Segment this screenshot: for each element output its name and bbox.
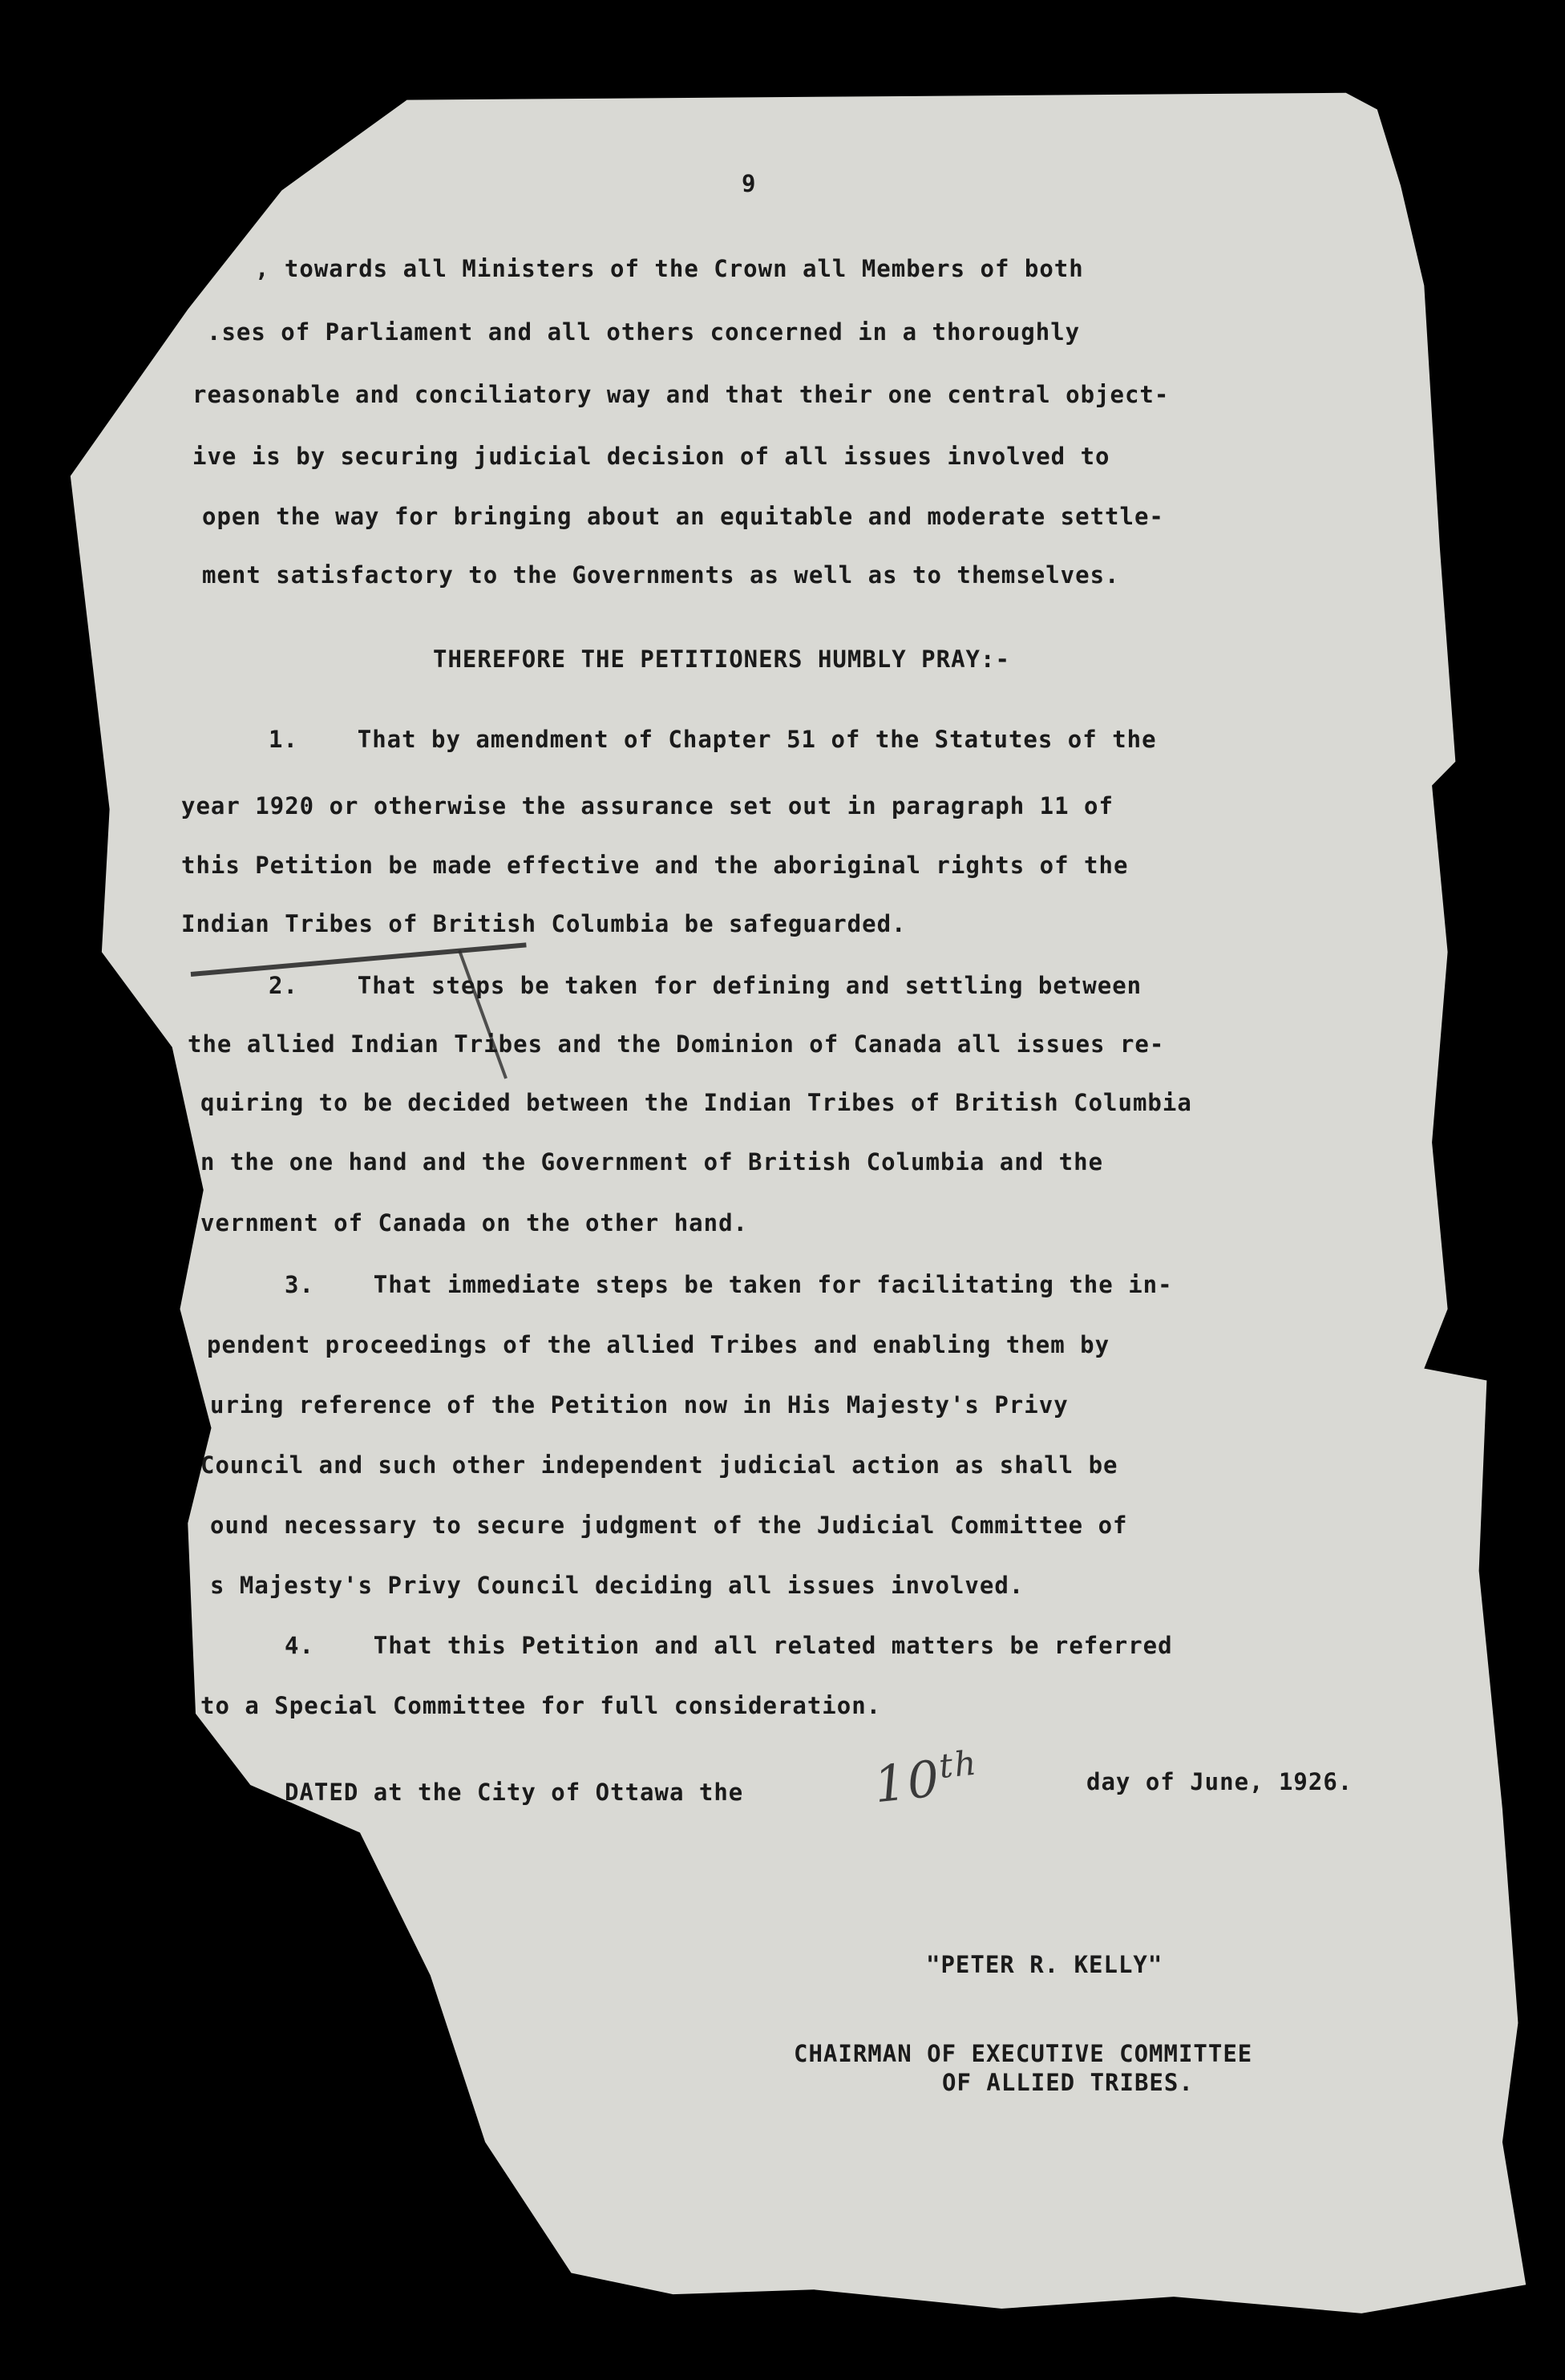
handwritten-day-number: 10 — [871, 1749, 944, 1815]
prayer-line: the allied Indian Tribes and the Dominion of Canada all issues re- — [188, 1030, 1165, 1058]
prayer-line: 4. That this Petition and all related matters be referred — [285, 1632, 1173, 1659]
handwritten-day-suffix: th — [936, 1742, 980, 1787]
section-heading: THEREFORE THE PETITIONERS HUMBLY PRAY:- — [433, 646, 1010, 673]
prayer-line: quiring to be decided between the Indian Tribes of British Columbia — [200, 1089, 1192, 1116]
prayer-line: 2. That steps be taken for defining and settling between — [269, 972, 1142, 999]
body-line: , towards all Ministers of the Crown all Members of both — [255, 255, 1084, 282]
prayer-line: to a Special Committee for full consideration. — [200, 1692, 882, 1719]
prayer-line: 3. That immediate steps be taken for facilitating the in- — [285, 1271, 1173, 1298]
prayer-line: vernment of Canada on the other hand. — [200, 1209, 749, 1237]
page-number: 9 — [742, 170, 757, 197]
prayer-line: pendent proceedings of the allied Tribes and enabling them by — [207, 1331, 1110, 1358]
prayer-line: 1. That by amendment of Chapter 51 of the Statutes of the — [269, 726, 1157, 753]
signature-title: CHAIRMAN OF EXECUTIVE COMMITTEE — [794, 2040, 1253, 2067]
body-line: ment satisfactory to the Governments as well as to themselves. — [202, 561, 1120, 589]
body-line: reasonable and conciliatory way and that their one central object- — [192, 381, 1170, 408]
prayer-line: Indian Tribes of British Columbia be safeguarded. — [181, 910, 907, 937]
prayer-line: ound necessary to secure judgment of the Judicial Committee of — [210, 1512, 1128, 1539]
prayer-line: s Majesty's Privy Council deciding all issues involved. — [210, 1572, 1025, 1599]
body-line: .ses of Parliament and all others concerned in a thoroughly — [207, 318, 1081, 346]
handwritten-day — [871, 1742, 981, 1814]
prayer-line: year 1920 or otherwise the assurance set out in paragraph 11 of — [181, 792, 1114, 820]
signature-name: "PETER R. KELLY" — [926, 1951, 1163, 1978]
dated-label: DATED at the City of Ottawa the — [285, 1779, 744, 1806]
prayer-line: uring reference of the Petition now in His Majesty's Privy — [210, 1391, 1069, 1419]
signature-organization: OF ALLIED TRIBES. — [942, 2069, 1194, 2096]
prayer-line: this Petition be made effective and the aboriginal rights of the — [181, 852, 1129, 879]
body-line: ive is by securing judicial decision of all issues involved to — [192, 443, 1110, 470]
prayer-line: Council and such other independent judicial action as shall be — [200, 1451, 1118, 1479]
body-line: open the way for bringing about an equitable and moderate settle- — [202, 503, 1164, 530]
prayer-line: n the one hand and the Government of British Columbia and the — [200, 1148, 1104, 1176]
dated-month-year: day of June, 1926. — [1086, 1768, 1353, 1795]
